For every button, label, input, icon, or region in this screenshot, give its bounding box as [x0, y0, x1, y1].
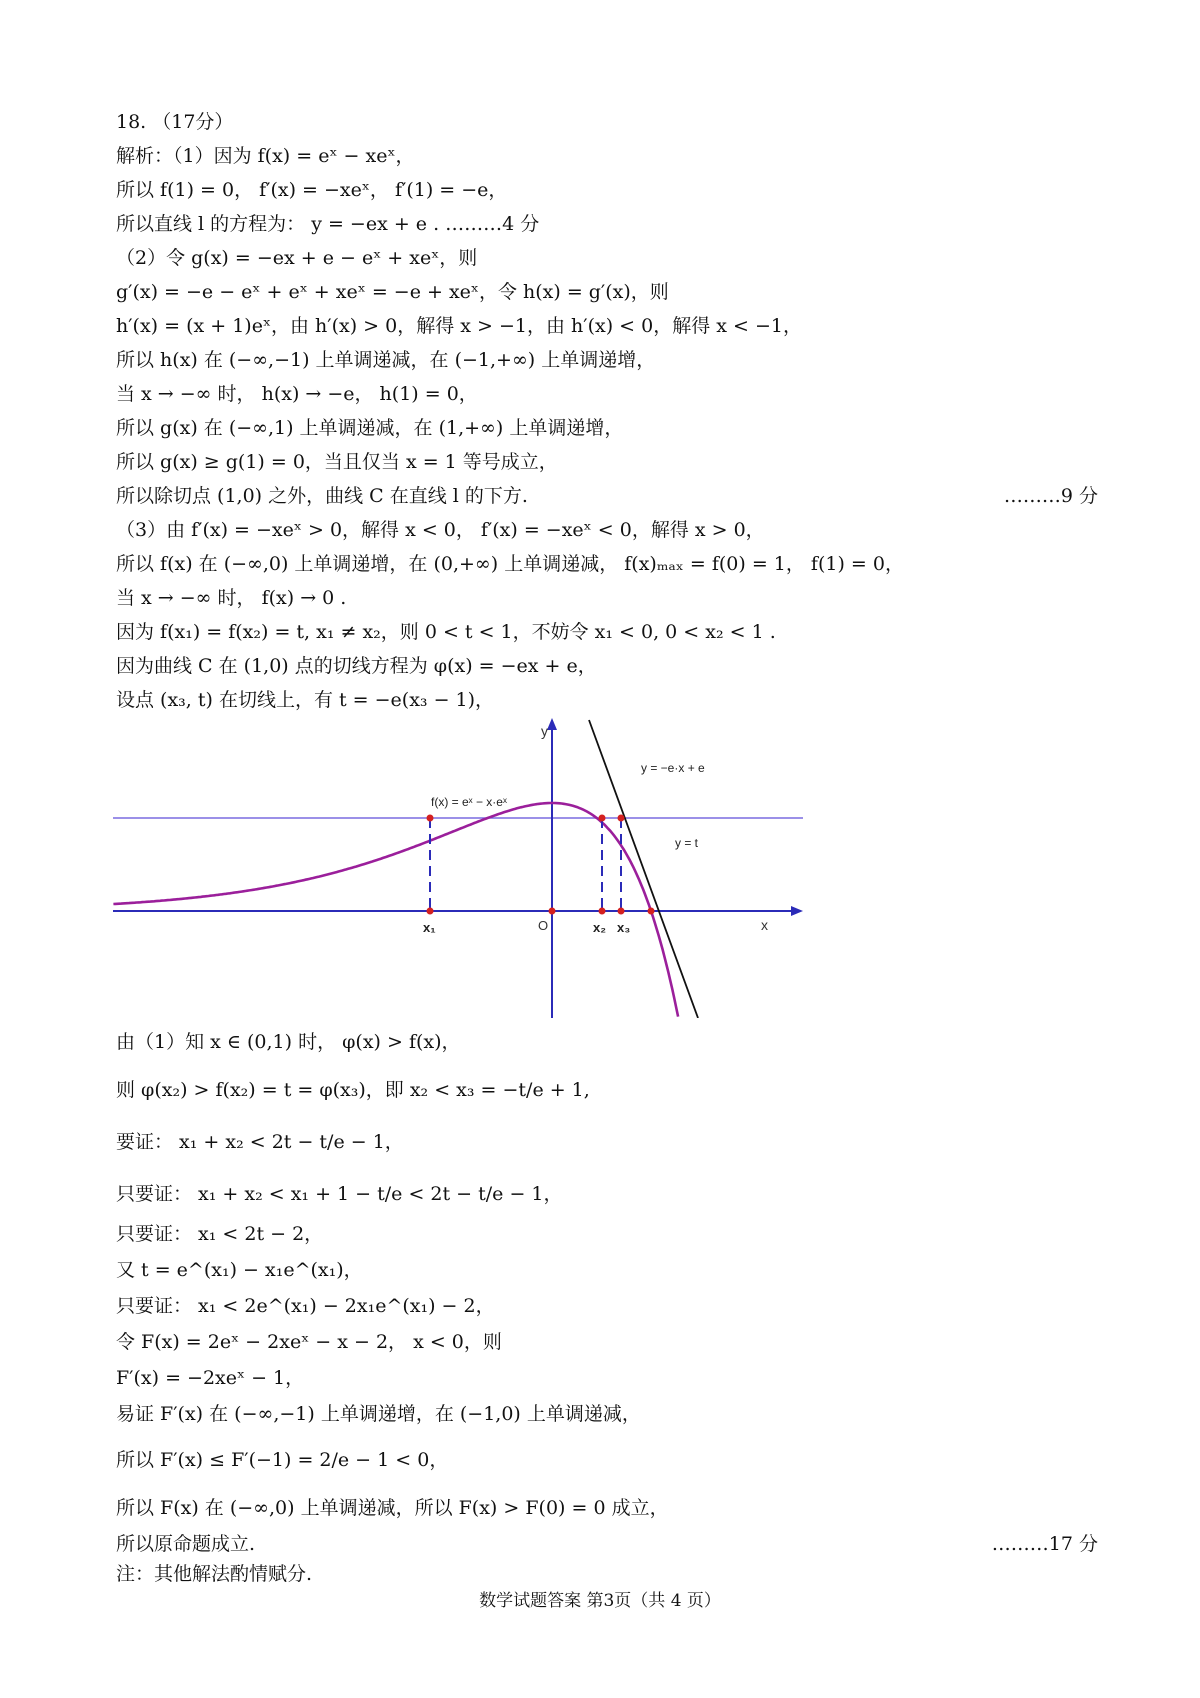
x-axis-label: x	[761, 917, 768, 933]
part3-line-6: 设点 (x₃, t) 在切线上，有 t = −e(x₃ − 1)，	[116, 689, 495, 711]
proof-line-2: 则 φ(x₂) > f(x₂) = t = φ(x₃)，即 x₂ < x₃ = −t/e + 1,	[116, 1079, 590, 1101]
score-marker-17: ………17 分	[991, 1533, 1098, 1555]
hline-label: y = t	[675, 836, 699, 850]
part2-line-5: 当 x → −∞ 时， h(x) → −e， h(1) = 0，	[116, 383, 478, 405]
y-axis-label: y	[541, 723, 548, 739]
part3-line-5: 因为曲线 C 在 (1,0) 点的切线方程为 φ(x) = −ex + e，	[116, 655, 597, 677]
score-marker-9: ………9 分	[1003, 485, 1098, 507]
proof-line-9: F′(x) = −2xeˣ − 1，	[116, 1367, 305, 1389]
part2-line-7: 所以 g(x) ≥ g(1) = 0，当且仅当 x = 1 等号成立，	[116, 451, 558, 473]
note-line: 注：其他解法酌情赋分.	[116, 1563, 313, 1585]
point-x1-curve	[427, 815, 434, 822]
proof-line-10: 易证 F′(x) 在 (−∞,−1) 上单调递增，在 (−1,0) 上单调递减，	[116, 1403, 641, 1425]
solution-line-1: 解析：（1）因为 f(x) = eˣ − xeˣ，	[116, 145, 415, 167]
part2-line-3: h′(x) = (x + 1)eˣ，由 h′(x) > 0，解得 x > −1，由 h′(x) < 0，解得 x < −1，	[116, 315, 802, 337]
curve-f	[113, 803, 678, 1017]
page-footer: 数学试题答案 第3页（共 4 页）	[479, 1591, 721, 1611]
part2-line-8: 所以除切点 (1,0) 之外，曲线 C 在直线 l 的下方.	[116, 485, 528, 507]
curve-label: f(x) = eˣ − x·eˣ	[431, 795, 507, 809]
point-x1-axis	[427, 908, 434, 915]
function-graph-figure	[113, 718, 803, 1018]
x-axis-arrow	[791, 906, 803, 916]
y-axis-arrow	[547, 718, 557, 730]
point-x3-axis	[618, 908, 625, 915]
point-origin	[549, 908, 556, 915]
part2-line-1: （2）令 g(x) = −ex + e − eˣ + xeˣ，则	[116, 247, 478, 269]
solution-line-2: 所以 f(1) = 0， f′(x) = −xeˣ， f′(1) = −e，	[116, 179, 508, 201]
part2-line-2: g′(x) = −e − eˣ + eˣ + xeˣ = −e + xeˣ，令 h(x) = g′(x)，则	[116, 281, 669, 303]
part3-line-1: （3）由 f′(x) = −xeˣ > 0，解得 x < 0， f′(x) = −xeˣ < 0，解得 x > 0，	[116, 519, 765, 541]
part3-line-4: 因为 f(x₁) = f(x₂) = t, x₁ ≠ x₂，则 0 < t < 1，不妨令 x₁ < 0, 0 < x₂ < 1 .	[116, 621, 776, 643]
x2-label: x₂	[593, 920, 607, 935]
point-x2-curve	[599, 815, 606, 822]
proof-line-8: 令 F(x) = 2eˣ − 2xeˣ − x − 2， x < 0，则	[116, 1331, 502, 1353]
tangent-label: y = −e·x + e	[641, 761, 705, 775]
proof-line-4: 只要证： x₁ + x₂ < x₁ + 1 − t/e < 2t − t/e − 1，	[116, 1183, 563, 1205]
proof-line-13: 所以原命题成立.	[116, 1533, 256, 1555]
x1-label: x₁	[423, 920, 436, 935]
proof-line-1: 由（1）知 x ∈ (0,1) 时， φ(x) > f(x)，	[116, 1031, 461, 1053]
point-x2-axis	[599, 908, 606, 915]
proof-line-12: 所以 F(x) 在 (−∞,0) 上单调递减，所以 F(x) > F(0) = 0 成立，	[116, 1497, 669, 1519]
point-tangency	[648, 908, 655, 915]
point-x3-tangent	[618, 815, 625, 822]
x3-label: x₃	[617, 920, 631, 935]
part2-line-4: 所以 h(x) 在 (−∞,−1) 上单调递减，在 (−1,+∞) 上单调递增，	[116, 349, 656, 371]
proof-line-5: 只要证： x₁ < 2t − 2，	[116, 1223, 324, 1245]
part2-line-6: 所以 g(x) 在 (−∞,1) 上单调递减，在 (1,+∞) 上单调递增，	[116, 417, 624, 439]
solution-line-3: 所以直线 l 的方程为： y = −ex + e . ………4 分	[116, 213, 540, 235]
proof-line-3: 要证： x₁ + x₂ < 2t − t/e − 1，	[116, 1131, 404, 1153]
part3-line-2: 所以 f(x) 在 (−∞,0) 上单调递增，在 (0,+∞) 上单调递减， f(x)ₘₐₓ = f(0) = 1， f(1) = 0，	[116, 553, 904, 575]
problem-number: 18. （17分）	[116, 111, 234, 133]
proof-line-11: 所以 F′(x) ≤ F′(−1) = 2/e − 1 < 0，	[116, 1449, 449, 1471]
proof-line-7: 只要证： x₁ < 2e^(x₁) − 2x₁e^(x₁) − 2，	[116, 1295, 495, 1317]
proof-line-6: 又 t = e^(x₁) − x₁e^(x₁)，	[116, 1259, 363, 1281]
origin-label: O	[538, 918, 549, 933]
part3-line-3: 当 x → −∞ 时， f(x) → 0 .	[116, 587, 347, 609]
